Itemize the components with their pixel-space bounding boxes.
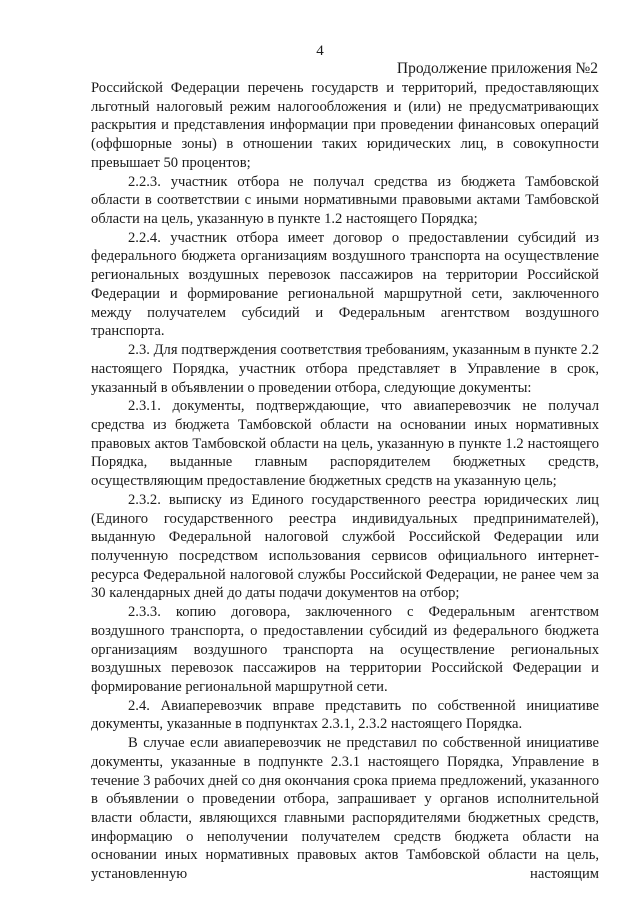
paragraph-2-2-4: 2.2.4. участник отбора имеет договор о предоставлении субсидий из федерального бюджета организациям воздушного транспорта на осуществление региональных воздушных перевозок пассажиров на территории Российской Федерации и формирование региональной маршрутной сети, заключенного между получателем субсидий и Федеральным агентством воздушного транспорта. (91, 229, 599, 340)
paragraph-2-3-2: 2.3.2. выписку из Единого государственного реестра юридических лиц (Единого государственного реестра индивидуальных предпринимателей), выданную Федеральной налоговой службой Российской Федерации или полученную посредством использования сервисов официального интернет-ресурса Федеральной налоговой службы Российской Федерации, не ранее чем за 30 календарных дней до даты подачи документов на отбор; (91, 491, 599, 602)
paragraph-2-3: 2.3. Для подтверждения соответствия требованиям, указанным в пункте 2.2 настоящего Порядка, участник отбора представляет в Управление в срок, указанный в объявлении о проведении отбора, следующие документы: (91, 342, 599, 396)
paragraph-2-2-3: 2.2.3. участник отбора не получал средства из бюджета Тамбовской области в соответствии с иными нормативными правовыми актами Тамбовской области на цель, указанную в пункте 1.2 настоящего Порядка; (91, 173, 599, 228)
paragraph-2-3-1: 2.3.1. документы, подтверждающие, что авиаперевозчик не получал средства из бюджета Тамбовской области на основании иных нормативных правовых актов Тамбовской области на цель, указанную в пункте 1.2 настоящего Порядка, выданные главным распорядителем бюджетных средств, осуществляющим предоставление бюджетных средств на указанную цель; (91, 398, 599, 490)
paragraph-2-4: 2.4. Авиаперевозчик вправе представить по собственной инициативе документы, указанные в подпунктах 2.3.1, 2.3.2 настоящего Порядка. (91, 697, 599, 733)
paragraph-2-3-3: 2.3.3. копию договора, заключенного с Федеральным агентством воздушного транспорта, о предоставлении субсидий из федерального бюджета организациям воздушного транспорта на осуществление региональных воздушных перевозок пассажиров на территории Российской Федерации и формирование региональной маршрутной сети. (91, 604, 599, 695)
appendix-continuation-note: Продолжение приложения №2 (396, 60, 598, 77)
paragraph-2-4-case: В случае если авиаперевозчик не представил по собственной инициативе документы, указанные в подпункте 2.3.1 настоящего Порядка, Управление в течение 3 рабочих дней со дня окончания срока приема предложений, указанного в объявлении о проведении отбора, запрашивает у органов исполнительной власти области, являющихся главными распорядителями бюджетных средств, информацию о неполучении получателем средств бюджета области на основании иных нормативных правовых актов Тамбовской области на цель, установленную настоящим (91, 735, 599, 883)
page-number: 4 (316, 43, 324, 59)
paragraph-continuation: Российской Федерации перечень государств и территорий, предоставляющих льготный налоговый режим налогообложения и (или) не предусматривающих раскрытия и представления информации при проведении финансовых операций (оффшорные зоны) в отношении таких юридических лиц, в совокупности превышает 50 процентов; (91, 80, 599, 171)
document-body (91, 79, 599, 884)
